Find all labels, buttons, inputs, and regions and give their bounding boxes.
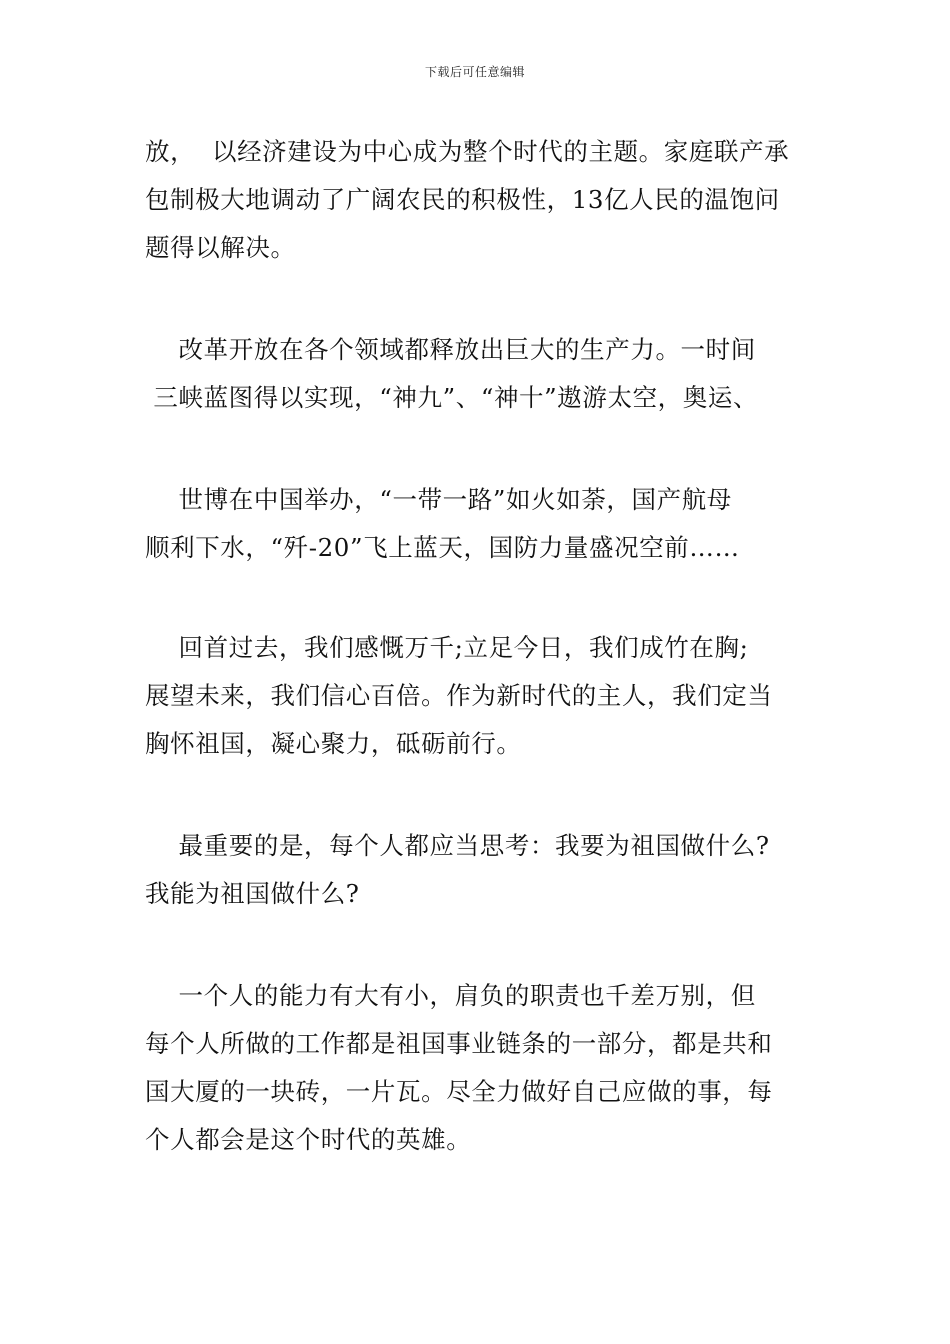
text-line: 顺利下水，“歼-20”飞上蓝天，国防力量盛况空前…… (145, 533, 740, 562)
text-line: 最重要的是，每个人都应当思考：我要为祖国做什么? (145, 831, 770, 860)
text-line: 胸怀祖国，凝心聚力，砥砺前行。 (145, 729, 522, 758)
text-line: 一个人的能力有大有小，肩负的职责也千差万别，但 (145, 981, 756, 1010)
text-line: 放， 以经济建设为中心成为整个时代的主题。家庭联产承 (145, 137, 790, 166)
paragraph-5 (145, 822, 810, 918)
text-line: 包制极大地调动了广阔农民的积极性，13亿人民的温饱问 (145, 185, 780, 214)
text-line: 题得以解决。 (145, 233, 296, 262)
text-line: 个人都会是这个时代的英雄。 (145, 1125, 472, 1154)
text-line: 国大厦的一块砖，一片瓦。尽全力做好自己应做的事，每 (145, 1077, 773, 1106)
text-line: 展望未来，我们信心百倍。作为新时代的主人，我们定当 (145, 681, 773, 710)
page-header: 下载后可任意编辑 (424, 65, 525, 79)
paragraph-2 (145, 326, 810, 422)
text-line: 世博在中国举办，“一带一路”如火如荼，国产航母 (145, 485, 732, 514)
paragraph-3 (145, 476, 810, 572)
text-line: 每个人所做的工作都是祖国事业链条的一部分，都是共和 (145, 1029, 773, 1058)
paragraph-6 (145, 972, 810, 1164)
text-line: 改革开放在各个领域都释放出巨大的生产力。一时间 (145, 335, 756, 364)
paragraph-4 (145, 624, 810, 768)
text-line: 三峡蓝图得以实现，“神九”、“神十”遨游太空，奥运、 (145, 383, 759, 412)
text-line: 我能为祖国做什么? (145, 879, 360, 908)
paragraph-1 (145, 128, 810, 272)
text-line: 回首过去，我们感慨万千;立足今日，我们成竹在胸; (145, 633, 749, 662)
